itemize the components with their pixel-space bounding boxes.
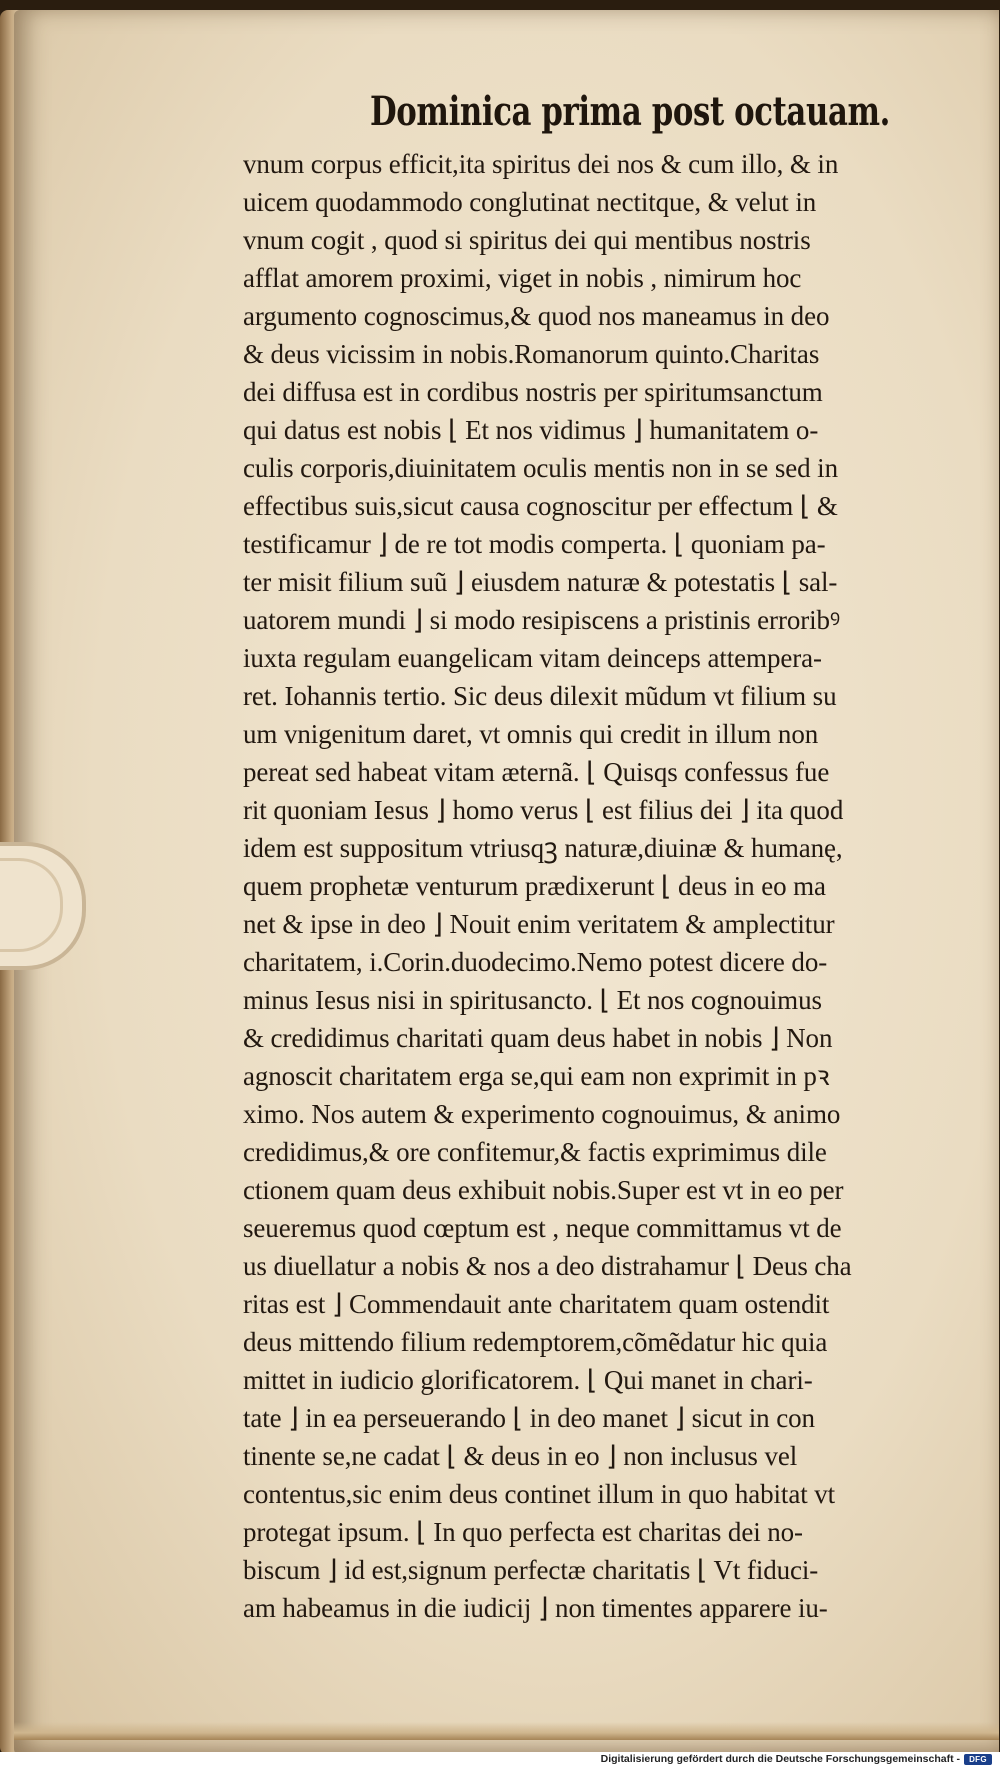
- text-line: testificamur ⌋ de re tot modis comperta. ⌊ quoniam pa-: [243, 529, 826, 559]
- text-line: dei diffusa est in cordibus nostris per spiritumsanctum: [243, 377, 823, 407]
- text-line: uicem quodammodo conglutinat nectitque, & velut in: [243, 187, 817, 217]
- text-line: contentus,sic enim deus continet illum in quo habitat vt: [243, 1479, 836, 1509]
- text-line: quem prophetæ venturum prædixerunt ⌊ deus in eo ma: [243, 871, 826, 901]
- funding-notice: Digitalisierung gefördert durch die Deutsche Forschungsgemeinschaft -: [600, 1753, 960, 1765]
- text-line: & deus vicissim in nobis.Romanorum quinto.Charitas: [243, 339, 820, 369]
- text-line: culis corporis,diuinitatem oculis mentis non in se sed in: [243, 453, 838, 483]
- text-line: ximo. Nos autem & experimento cognouimus, & animo: [243, 1099, 841, 1129]
- text-line: biscum ⌋ id est,signum perfectæ charitatis ⌊ Vt fiduci-: [243, 1555, 819, 1585]
- dfg-logo: DFG: [964, 1754, 992, 1765]
- text-line: effectibus suis,sicut causa cognoscitur per effectum ⌊ &: [243, 491, 838, 521]
- text-line: net & ipse in deo ⌋ Nouit enim veritatem & amplectitur: [243, 909, 835, 939]
- text-line: rit quoniam Iesus ⌋ homo verus ⌊ est filius dei ⌋ ita quod: [243, 795, 844, 825]
- text-line: charitatem, i.Corin.duodecimo.Nemo potest dicere do-: [243, 947, 828, 977]
- page-bottom-edge: [14, 1722, 999, 1740]
- text-line: tate ⌋ in ea perseuerando ⌊ in deo manet ⌋ sicut in con: [243, 1403, 815, 1433]
- text-line: minus Iesus nisi in spiritusancto. ⌊ Et nos cognouimus: [243, 985, 822, 1015]
- text-line: am habeamus in die iudicij ⌋ non timentes apparere iu-: [243, 1593, 828, 1623]
- text-line: ret. Iohannis tertio. Sic deus dilexit mũdum vt filium su: [243, 681, 837, 711]
- text-line: um vnigenitum daret, vt omnis qui credit in illum non: [243, 719, 819, 749]
- text-line: afflat amorem proximi, viget in nobis , nimirum hoc: [243, 263, 802, 293]
- text-line: iuxta regulam euangelicam vitam deinceps attempera-: [243, 643, 822, 673]
- text-line: mittet in iudicio glorificatorem. ⌊ Qui manet in chari-: [243, 1365, 813, 1395]
- text-line: & credidimus charitati quam deus habet in nobis ⌋ Non: [243, 1023, 833, 1053]
- text-line: seueremus quod cœptum est , neque committamus vt de: [243, 1213, 842, 1243]
- text-line: vnum corpus efficit,ita spiritus dei nos & cum illo, & in: [243, 149, 839, 179]
- text-line: deus mittendo filium redemptorem,cõmẽdatur hic quia: [243, 1327, 828, 1357]
- text-line: tinente se,ne cadat ⌊ & deus in eo ⌋ non inclusus vel: [243, 1441, 798, 1471]
- text-line: protegat ipsum. ⌊ In quo perfecta est charitas dei no-: [243, 1517, 803, 1547]
- text-line: credidimus,& ore confitemur,& factis exprimimus dile: [243, 1137, 827, 1167]
- text-line: ter misit filium suũ ⌋ eiusdem naturæ & potestatis ⌊ sal-: [243, 567, 838, 597]
- text-line: pereat sed habeat vitam æternã. ⌊ Quisqs confessus fue: [243, 757, 830, 787]
- text-line: argumento cognoscimus,& quod nos maneamus in deo: [243, 301, 830, 331]
- text-line: agnoscit charitatem erga se,qui eam non exprimit in pꝛ: [243, 1061, 830, 1091]
- text-line: us diuellatur a nobis & nos a deo distrahamur ⌊ Deus cha: [243, 1251, 852, 1281]
- text-line: qui datus est nobis ⌊ Et nos vidimus ⌋ humanitatem o-: [243, 415, 819, 445]
- text-line: ctionem quam deus exhibuit nobis.Super est vt in eo per: [243, 1175, 844, 1205]
- text-line: ritas est ⌋ Commendauit ante charitatem quam ostendit: [243, 1289, 830, 1319]
- text-line: uatorem mundi ⌋ si modo resipiscens a pristinis erroribꝰ: [243, 605, 841, 635]
- running-heading: Dominica prima post octauam.: [370, 88, 891, 135]
- text-line: idem est suppositum vtriusqꝫ naturæ,diuinæ & humanę,: [243, 833, 843, 863]
- text-line: vnum cogit , quod si spiritus dei qui mentibus nostris: [243, 225, 811, 255]
